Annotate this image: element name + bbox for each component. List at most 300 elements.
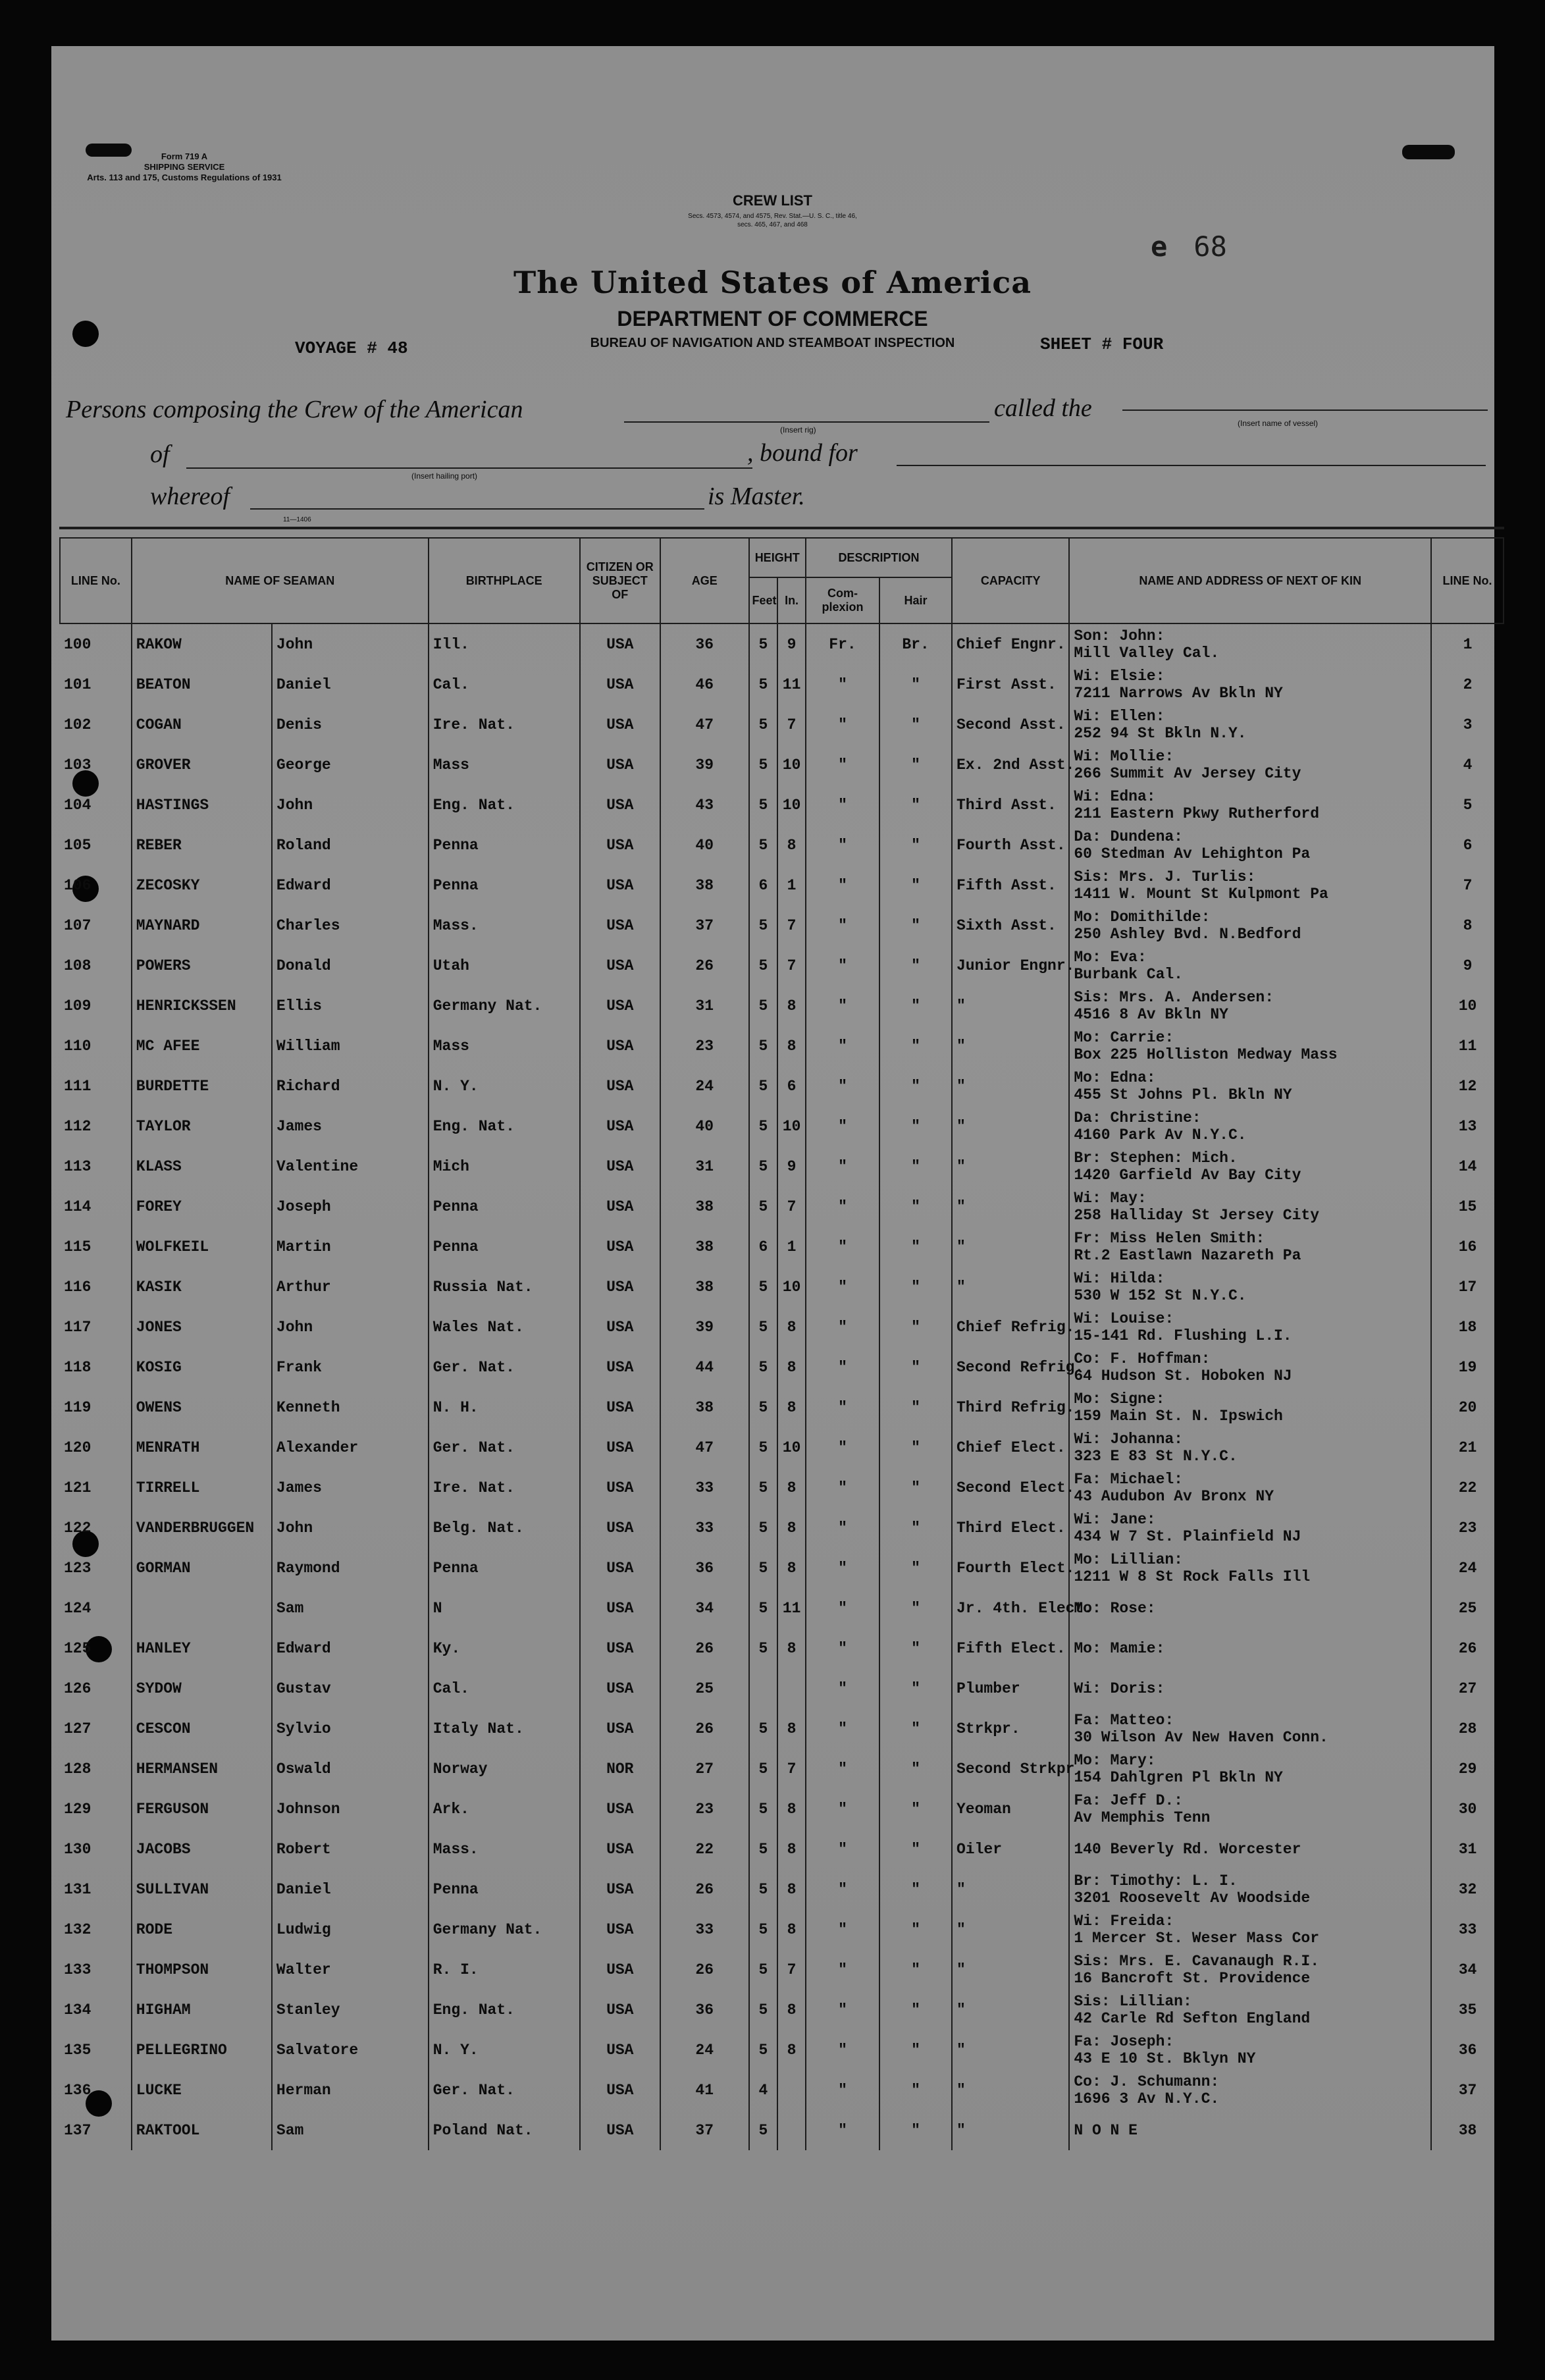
kin-name-text: Fa: Jeff D.: [1074, 1791, 1183, 1809]
birthplace-text: Mass. [432, 916, 479, 934]
line-number-cell [1431, 1307, 1504, 1347]
surname-text: LUCKE [136, 2081, 182, 2099]
surname-text: GROVER [136, 756, 191, 774]
given-name-cell [272, 1066, 429, 1106]
capacity-text: " [956, 2041, 966, 2059]
table-row [60, 825, 1504, 865]
inches-text: 8 [787, 2001, 797, 2019]
birthplace-text: N. Y. [432, 2041, 479, 2059]
citizen-cell [580, 704, 660, 745]
kin-address-text: 4160 Park Av N.Y.C. [1074, 1126, 1247, 1144]
feet-text: 5 [758, 2041, 768, 2059]
capacity-cell [952, 1548, 1075, 1588]
line-number-text: 19 [1458, 1358, 1477, 1376]
given-name-cell [272, 1829, 429, 1869]
hair-text: " [911, 1599, 920, 1617]
feet-text: 5 [758, 1800, 768, 1818]
given-name-text: Oswald [276, 1760, 331, 1778]
hair-text: " [911, 1920, 920, 1938]
next-of-kin-cell [1069, 704, 1431, 745]
surname-cell [132, 1668, 272, 1708]
birthplace-text: Ky. [432, 1639, 461, 1657]
inches-cell [777, 2030, 806, 2070]
citizen-cell [580, 1468, 660, 1508]
complexion-text: " [838, 1318, 847, 1336]
age-cell [660, 2030, 749, 2070]
citizen-cell [580, 865, 660, 905]
age-cell [660, 1186, 749, 1227]
line-number-text: 36 [1458, 2041, 1477, 2059]
kin-address-text: 250 Ashley Bvd. N.Bedford [1074, 925, 1301, 943]
complexion-text: " [838, 1880, 847, 1898]
given-name-text: Ellis [276, 997, 322, 1015]
form-number: Form 719 A [161, 151, 208, 161]
line-no-cell [60, 664, 132, 704]
feet-text: 5 [758, 1278, 768, 1296]
line-no-cell [60, 1548, 132, 1588]
complexion-text: Fr. [829, 635, 856, 653]
birthplace-cell [429, 1668, 580, 1708]
given-name-text: Sam [276, 2121, 304, 2139]
capacity-text: Junior Engnr. [956, 957, 1075, 974]
complexion-text: " [838, 2081, 847, 2099]
surname-text: HASTINGS [136, 796, 209, 814]
citizen-cell [580, 1106, 660, 1146]
kin-address-text: 30 Wilson Av New Haven Conn. [1074, 1728, 1328, 1746]
line-no-text: 130 [64, 1840, 92, 1858]
table-row [60, 1708, 1504, 1749]
age-cell [660, 1949, 749, 1990]
age-cell [660, 905, 749, 945]
next-of-kin-cell [1069, 1468, 1431, 1508]
next-of-kin-cell [1069, 1387, 1431, 1427]
given-name-cell [272, 2070, 429, 2110]
col-line-no: LINE No. [60, 538, 132, 623]
complexion-text: " [838, 1358, 847, 1376]
inches-text: 8 [787, 1720, 797, 1737]
surname-text: RAKOW [136, 635, 182, 653]
surname-text: WOLFKEIL [136, 1238, 209, 1256]
complexion-text: " [838, 1961, 847, 1978]
birthplace-cell [429, 1708, 580, 1749]
next-of-kin-cell [1069, 1749, 1431, 1789]
citizen-text: USA [606, 1037, 634, 1055]
hair-cell [879, 1427, 952, 1468]
kin-name-text: Sis: Mrs. J. Turlis: [1074, 868, 1256, 886]
feet-text: 5 [758, 1318, 768, 1336]
age-text: 36 [695, 2001, 714, 2019]
surname-text: BURDETTE [136, 1077, 209, 1095]
line-no-text: 127 [64, 1720, 92, 1737]
line-number-cell [1431, 1026, 1504, 1066]
surname-text: TAYLOR [136, 1117, 191, 1135]
birthplace-text: Penna [432, 1559, 479, 1577]
col-age: AGE [660, 538, 749, 623]
next-of-kin-cell [1069, 986, 1431, 1026]
line-number-cell [1431, 1427, 1504, 1468]
age-text: 44 [695, 1358, 714, 1376]
hair-cell [879, 704, 952, 745]
hair-cell [879, 1668, 952, 1708]
citizen-text: USA [606, 1157, 634, 1175]
surname-cell [132, 1628, 272, 1668]
inches-cell [777, 785, 806, 825]
citizen-text: USA [606, 1961, 634, 1978]
age-text: 27 [695, 1760, 714, 1778]
line-number-cell [1431, 1708, 1504, 1749]
next-of-kin-cell [1069, 905, 1431, 945]
inches-cell [777, 945, 806, 986]
age-cell [660, 1106, 749, 1146]
line-number-cell [1431, 1468, 1504, 1508]
given-name-cell [272, 1708, 429, 1749]
birthplace-text: N. Y. [432, 1077, 479, 1095]
complexion-text: " [838, 1519, 847, 1537]
kin-name-text: Fa: Matteo: [1074, 1711, 1174, 1729]
capacity-text: Third Refrig. [956, 1398, 1075, 1416]
complexion-cell [806, 1227, 879, 1267]
next-of-kin-cell [1069, 1508, 1431, 1548]
surname-text: MAYNARD [136, 916, 200, 934]
complexion-text: " [838, 796, 847, 814]
capacity-text: Plumber [956, 1679, 1020, 1697]
capacity-cell [952, 1427, 1069, 1468]
surname-text: CESCON [136, 1720, 191, 1737]
complexion-cell [806, 986, 879, 1026]
table-row [60, 1468, 1504, 1508]
feet-text: 4 [758, 2081, 768, 2099]
birthplace-text: Eng. Nat. [432, 2001, 515, 2019]
given-name-text: Walter [276, 1961, 331, 1978]
hair-text: " [911, 836, 920, 854]
hair-cell [879, 1990, 952, 2030]
age-cell [660, 1628, 749, 1668]
hair-cell [879, 745, 952, 785]
birthplace-cell [429, 1508, 580, 1548]
capacity-cell [952, 1829, 1069, 1869]
line-no-text: 124 [64, 1599, 92, 1617]
citizen-cell [580, 2110, 660, 2150]
line-no-text: 115 [64, 1238, 92, 1256]
surname-cell [132, 623, 272, 664]
hair-cell [879, 1267, 952, 1307]
age-cell [660, 1909, 749, 1949]
inches-text: 7 [787, 916, 797, 934]
capacity-cell [952, 785, 1069, 825]
birthplace-text: Penna [432, 876, 479, 894]
table-row [60, 1789, 1504, 1829]
birthplace-cell [429, 1307, 580, 1347]
surname-cell [132, 1026, 272, 1066]
line-no-text: 134 [64, 2001, 92, 2019]
inches-cell [777, 1267, 806, 1307]
line-number-text: 33 [1458, 1920, 1477, 1938]
col-hair: Hair [879, 577, 952, 623]
surname-cell [132, 1347, 272, 1387]
next-of-kin-cell [1069, 785, 1431, 825]
line-no-cell [60, 1789, 132, 1829]
age-cell [660, 1990, 749, 2030]
next-of-kin-cell [1069, 1186, 1431, 1227]
inches-cell [777, 1066, 806, 1106]
table-row [60, 1387, 1504, 1427]
hailing-port-hint: (Insert hailing port) [411, 471, 478, 481]
given-name-cell [272, 1106, 429, 1146]
age-text: 40 [695, 836, 714, 854]
hair-text: " [911, 675, 920, 693]
inches-text: 10 [782, 756, 801, 774]
capacity-text: " [956, 1117, 966, 1135]
complexion-text: " [838, 1077, 847, 1095]
line-number-text: 18 [1458, 1318, 1477, 1336]
complexion-text: " [838, 1639, 847, 1657]
citizen-text: USA [606, 1559, 634, 1577]
hair-cell [879, 1829, 952, 1869]
line-no-cell [60, 986, 132, 1026]
next-of-kin-cell [1069, 1026, 1431, 1066]
line-number-text: 10 [1458, 997, 1477, 1015]
feet-cell [749, 1387, 778, 1427]
hair-cell [879, 1387, 952, 1427]
feet-cell [749, 865, 778, 905]
birthplace-cell [429, 1749, 580, 1789]
kin-name-text: Sis: Mrs. E. Cavanaugh R.I. [1074, 1952, 1320, 1970]
line-no-cell [60, 1909, 132, 1949]
feet-text: 5 [758, 1117, 768, 1135]
capacity-cell [952, 1106, 1069, 1146]
capacity-cell [952, 945, 1075, 986]
citizen-text: USA [606, 1920, 634, 1938]
age-text: 26 [695, 1880, 714, 1898]
capacity-cell [952, 745, 1075, 785]
feet-text: 5 [758, 716, 768, 733]
line-number-text: 32 [1458, 1880, 1477, 1898]
feet-text: 5 [758, 1077, 768, 1095]
line-no-cell [60, 1186, 132, 1227]
inches-cell [777, 1146, 806, 1186]
complexion-cell [806, 2110, 879, 2150]
citizen-cell [580, 1347, 660, 1387]
line-number-cell [1431, 825, 1504, 865]
line-no-cell [60, 785, 132, 825]
feet-text: 5 [758, 1398, 768, 1416]
capacity-text: Ex. 2nd Asst. [956, 756, 1075, 774]
kin-name-text: Co: J. Schumann: [1074, 2073, 1220, 2090]
birthplace-cell [429, 1347, 580, 1387]
line-no-cell [60, 1869, 132, 1909]
birthplace-text: Cal. [432, 1679, 469, 1697]
kin-address-text: 43 Audubon Av Bronx NY [1074, 1487, 1274, 1505]
line-no-cell [60, 1708, 132, 1749]
capacity-cell [952, 1869, 1069, 1909]
kin-name-text: Sis: Lillian: [1074, 1992, 1192, 2010]
line-number-text: 2 [1463, 675, 1473, 693]
given-name-cell [272, 1186, 429, 1227]
table-row [60, 865, 1504, 905]
inches-text: 6 [787, 1077, 797, 1095]
complexion-text: " [838, 1238, 847, 1256]
line-no-cell [60, 1427, 132, 1468]
feet-cell [749, 1668, 778, 1708]
hair-text: " [911, 1519, 920, 1537]
surname-text: POWERS [136, 957, 191, 974]
birthplace-cell [429, 1227, 580, 1267]
line-no-cell [60, 1307, 132, 1347]
table-body [60, 623, 1504, 2150]
table-row [60, 664, 1504, 704]
next-of-kin-cell [1069, 1628, 1431, 1668]
feet-cell [749, 1548, 778, 1588]
birthplace-cell [429, 865, 580, 905]
birthplace-text: Mass [432, 756, 469, 774]
surname-text: JONES [136, 1318, 182, 1336]
next-of-kin-cell [1069, 1668, 1431, 1708]
capacity-cell [952, 1789, 1069, 1829]
hair-cell [879, 664, 952, 704]
birthplace-cell [429, 1588, 580, 1628]
given-name-text: Valentine [276, 1157, 359, 1175]
surname-cell [132, 2070, 272, 2110]
kin-address-text: Av Memphis Tenn [1074, 1809, 1211, 1826]
given-name-text: Ludwig [276, 1920, 331, 1938]
line-number-text: 16 [1458, 1238, 1477, 1256]
given-name-text: Joseph [276, 1198, 331, 1215]
sheet-number: e 68 [1151, 230, 1227, 263]
capacity-text: Second Strkpr. [956, 1760, 1084, 1778]
line-number-cell [1431, 1066, 1504, 1106]
next-of-kin-cell [1069, 865, 1431, 905]
complexion-text: " [838, 1157, 847, 1175]
capacity-cell [952, 1146, 1069, 1186]
birthplace-text: R. I. [432, 1961, 479, 1978]
hair-cell [879, 2030, 952, 2070]
given-name-cell [272, 664, 429, 704]
inches-cell [777, 1749, 806, 1789]
complexion-text: " [838, 2121, 847, 2139]
capacity-text: Oiler [956, 1840, 1003, 1858]
kin-address-text: 140 Beverly Rd. Worcester [1074, 1840, 1301, 1858]
given-name-text: Stanley [276, 2001, 340, 2019]
feet-text: 5 [758, 1840, 768, 1858]
line-no-text: 116 [64, 1278, 92, 1296]
capacity-cell [952, 1267, 1069, 1307]
line-no-text: 126 [64, 1679, 92, 1697]
complexion-text: " [838, 1398, 847, 1416]
age-text: 26 [695, 1720, 714, 1737]
citizen-text: USA [606, 2121, 634, 2139]
line-number-cell [1431, 2110, 1504, 2150]
capacity-cell [952, 1909, 1069, 1949]
complexion-cell [806, 1387, 879, 1427]
next-of-kin-cell [1069, 825, 1431, 865]
age-cell [660, 785, 749, 825]
complexion-cell [806, 1588, 879, 1628]
age-text: 46 [695, 675, 714, 693]
line-number-cell [1431, 865, 1504, 905]
surname-cell [132, 2030, 272, 2070]
kin-address-text: 3201 Roosevelt Av Woodside [1074, 1889, 1311, 1907]
surname-cell [132, 1267, 272, 1307]
col-capacity: CAPACITY [952, 538, 1069, 623]
capacity-cell [952, 1066, 1069, 1106]
capacity-cell [952, 1588, 1093, 1628]
rig-hint: (Insert rig) [780, 425, 816, 435]
kin-name-text: Mo: Signe: [1074, 1390, 1165, 1408]
surname-cell [132, 2110, 272, 2150]
feet-text: 5 [758, 1358, 768, 1376]
hair-text: " [911, 1639, 920, 1657]
kin-name-text: Mo: Mamie: [1074, 1639, 1165, 1657]
table-row [60, 1548, 1504, 1588]
next-of-kin-cell [1069, 1990, 1431, 2030]
feet-cell [749, 785, 778, 825]
citizen-text: USA [606, 1398, 634, 1416]
line-number-text: 28 [1458, 1720, 1477, 1737]
given-name-cell [272, 1267, 429, 1307]
kin-name-text: N O N E [1074, 2121, 1138, 2139]
hair-text: " [911, 957, 920, 974]
hair-text: " [911, 1760, 920, 1778]
line-no-text: 108 [64, 957, 92, 974]
age-text: 31 [695, 1157, 714, 1175]
age-cell [660, 623, 749, 664]
line-no-cell [60, 1749, 132, 1789]
next-of-kin-cell [1069, 1427, 1431, 1468]
age-text: 33 [695, 1519, 714, 1537]
hair-cell [879, 905, 952, 945]
age-cell [660, 1427, 749, 1468]
complexion-text: " [838, 876, 847, 894]
capacity-text: Fifth Asst. [956, 876, 1057, 894]
hair-text: " [911, 716, 920, 733]
capacity-cell [952, 865, 1069, 905]
line-number-text: 38 [1458, 2121, 1477, 2139]
age-cell [660, 2110, 749, 2150]
capacity-cell [952, 1387, 1075, 1427]
age-text: 38 [695, 1398, 714, 1416]
surname-cell [132, 1869, 272, 1909]
birthplace-cell [429, 1909, 580, 1949]
complexion-cell [806, 1026, 879, 1066]
complexion-text: " [838, 675, 847, 693]
hair-text: " [911, 916, 920, 934]
birthplace-cell [429, 1829, 580, 1869]
birthplace-text: Ire. Nat. [432, 716, 515, 733]
form-service: SHIPPING SERVICE [144, 162, 225, 172]
birthplace-text: Eng. Nat. [432, 796, 515, 814]
surname-text: VANDERBRUGGEN [136, 1519, 255, 1537]
citizen-cell [580, 1628, 660, 1668]
birthplace-cell [429, 945, 580, 986]
citizen-cell [580, 825, 660, 865]
complexion-cell [806, 704, 879, 745]
rig-field [624, 421, 989, 423]
complexion-text: " [838, 997, 847, 1015]
line-number-cell [1431, 1508, 1504, 1548]
kin-address-text: 1 Mercer St. Weser Mass Cor [1074, 1929, 1320, 1947]
feet-cell [749, 1909, 778, 1949]
capacity-cell [952, 986, 1069, 1026]
hair-cell [879, 1949, 952, 1990]
feet-cell [749, 1588, 778, 1628]
citizen-cell [580, 1066, 660, 1106]
citizen-text: USA [606, 916, 634, 934]
line-no-cell [60, 1628, 132, 1668]
birthplace-cell [429, 1990, 580, 2030]
feet-text: 5 [758, 635, 768, 653]
capacity-text: Fourth Elect. [956, 1559, 1075, 1577]
hair-cell [879, 1227, 952, 1267]
